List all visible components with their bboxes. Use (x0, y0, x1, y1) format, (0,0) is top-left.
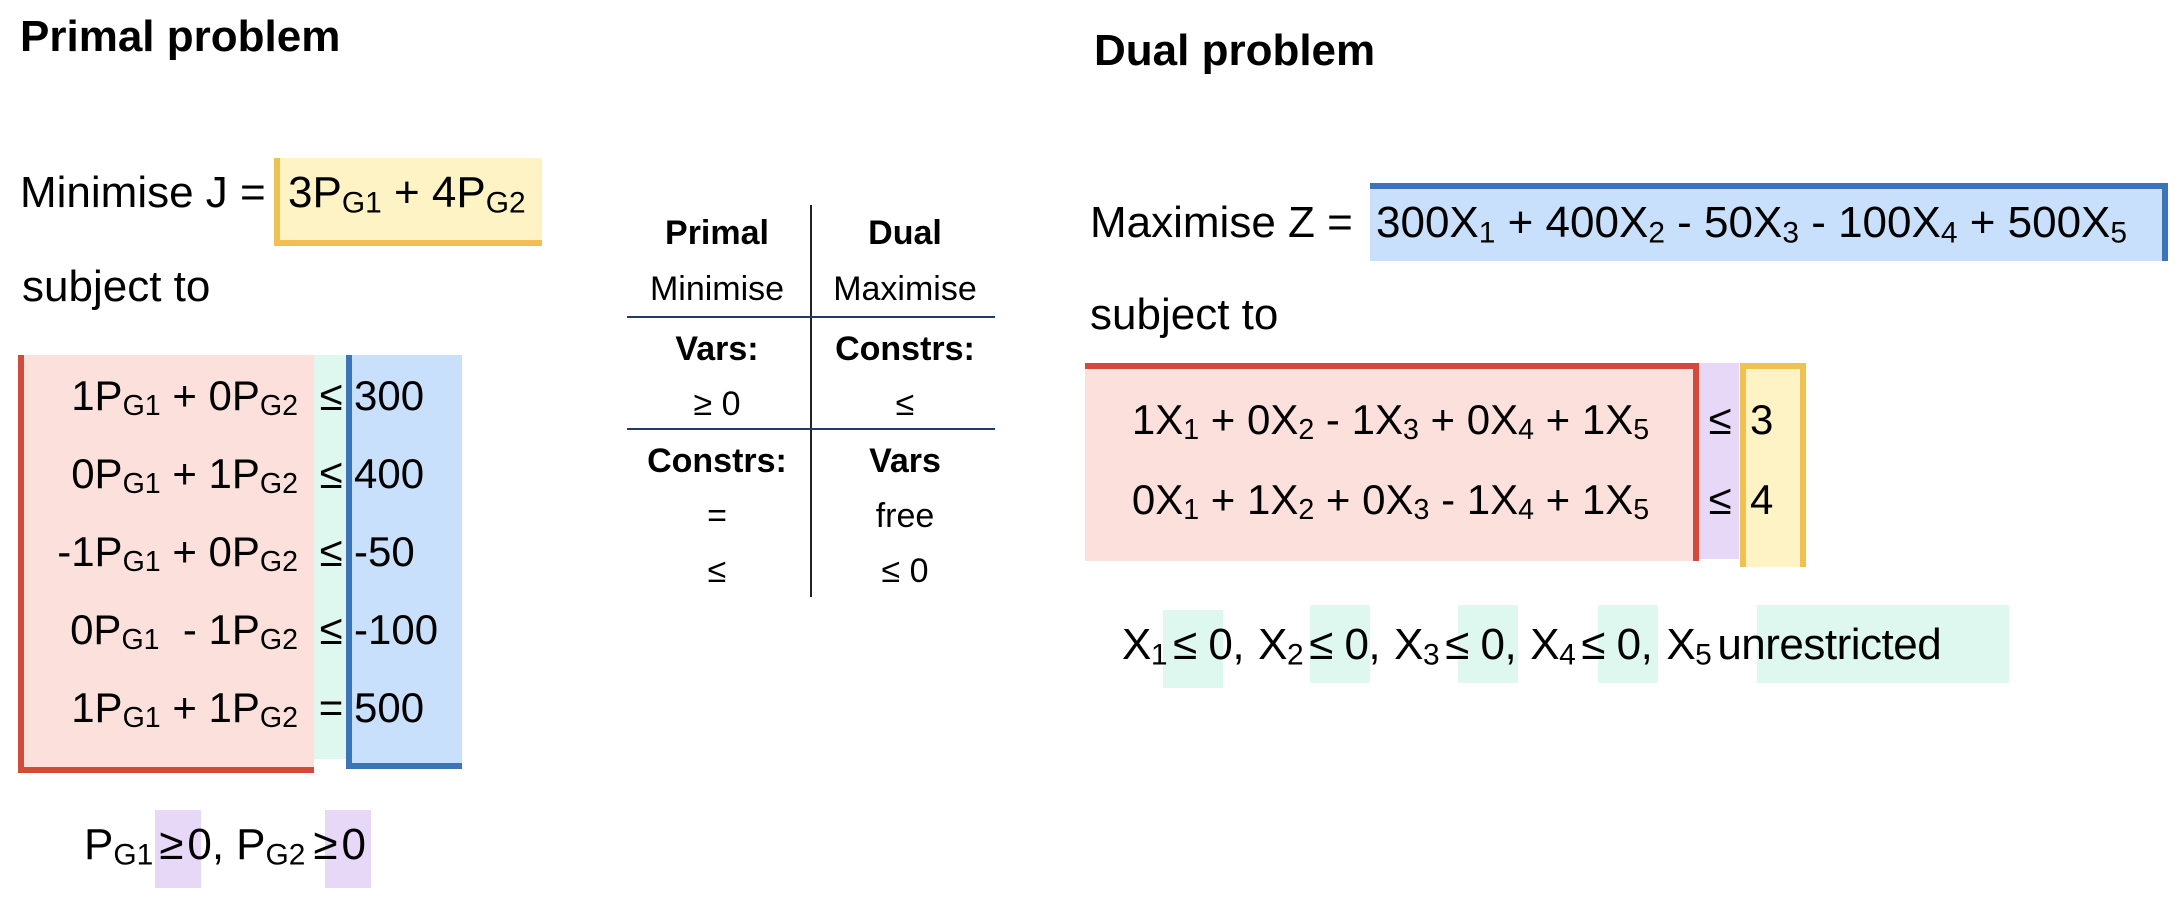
primal-constraint-lhs: $0P_{G1} + 1P_{G2}$ (71, 450, 298, 501)
dual-rhs-box (1740, 363, 1806, 567)
primal-sign-constraints: $P_{G1} \ge 0$, $P_{G2} \ge 0$ (84, 820, 367, 872)
table-sec2-row-left: ≤ (707, 552, 727, 590)
primal-constraint-operator: ≤ (319, 372, 343, 419)
table-sec2-row-left: = (707, 497, 727, 535)
dual-subject-to: subject to (1090, 290, 1279, 339)
dual-constraint-operator: ≤ (1708, 396, 1732, 443)
table-sub-primal: Minimise (649, 270, 785, 308)
primal-objective-prefix: Minimise J = (20, 168, 266, 217)
primal-objective-term2: + 4P (381, 168, 486, 217)
primal-constraint-rhs: -50 (354, 528, 415, 575)
primal-constraint-operator: = (318, 684, 344, 731)
primal-objective-term1: 3P (288, 168, 342, 217)
table-sec1-row-left: ≥ 0 (693, 385, 741, 423)
dual-objective: $300X_1 + 400X_2 - 50X_3 - 100X_4 + 500X_5$ (1376, 198, 2128, 250)
dual-sign-op: ≤ 0 (1581, 620, 1641, 669)
dual-sign-constraints: $X_1 \le 0$, $X_2 \le 0$, $X_3 \le 0$, $X_4 \le 0$, $X_5$ unrestricted (1122, 620, 1942, 672)
table-head-dual: Dual (868, 214, 942, 252)
dual-sign-var: X (1666, 620, 1696, 669)
table-divider-vertical (810, 205, 812, 597)
dual-constraint-operator: ≤ (1708, 476, 1732, 523)
dual-constraint-rhs: 4 (1750, 476, 1774, 523)
table-sec2-right: Vars (869, 442, 941, 480)
dual-sign-var: X (1258, 620, 1287, 669)
dual-sign-op: ≤ 0 (1445, 620, 1505, 669)
table-sec2-left: Constrs: (647, 442, 787, 480)
dual-objective-term: - 100X (1798, 198, 1941, 247)
dual-sign-var: X (1122, 620, 1151, 669)
dual-sign-var: X (1394, 620, 1424, 669)
primal-constraint-operator: ≤ (319, 528, 343, 575)
primal-title: Primal problem (20, 12, 341, 61)
dual-objective-term: + 500X (1957, 198, 2111, 247)
dual-constraint-lhs: $0X_1 + 1X_2 + 0X_3 - 1X_4 + 1X_5$ (1131, 476, 1650, 527)
primal-constraint-rhs: 400 (354, 450, 425, 497)
dual-coefficient-box (1085, 363, 1699, 561)
dual-constraint-rhs: 3 (1750, 396, 1774, 443)
dual-constraint-lhs: $1X_1 + 0X_2 - 1X_3 + 0X_4 + 1X_5$ (1131, 396, 1650, 447)
dual-objective-prefix: Maximise Z = (1090, 198, 1353, 247)
primal-constraint-lhs: $0P_{G1} - 1P_{G2}$ (70, 606, 298, 657)
primal-objective: $3P_{G1} + 4P_{G2}$ (288, 168, 526, 220)
primal-subject-to: subject to (22, 262, 211, 311)
table-sec2-row-right: ≤ 0 (881, 552, 929, 590)
primal-constraint-operator: ≤ (319, 450, 343, 497)
dual-sign-var: X (1530, 620, 1560, 669)
primal-constraint-rhs: 500 (354, 684, 425, 731)
primal-constraint-lhs: $-1P_{G1} + 0P_{G2}$ (57, 528, 298, 579)
dual-sign-op: ≤ 0 (1309, 620, 1369, 669)
table-sec1-right: Constrs: (835, 330, 975, 368)
dual-sign-op: unrestricted (1717, 620, 1942, 669)
table-sec1-row-right: ≤ (895, 385, 915, 423)
primal-constraint-rhs: 300 (354, 372, 425, 419)
primal-constraint-lhs: $1P_{G1} + 1P_{G2}$ (71, 684, 298, 735)
table-sec2-row-right: free (875, 497, 935, 535)
dual-sign-op: ≤ 0 (1173, 620, 1233, 669)
table-sec1-left: Vars: (675, 330, 759, 368)
primal-constraint-operator: ≤ (319, 606, 343, 653)
dual-objective-term: + 400X (1495, 198, 1649, 247)
dual-objective-term: - 50X (1664, 198, 1783, 247)
table-sub-dual: Maximise (833, 270, 977, 308)
dual-operator-box (1699, 363, 1739, 559)
table-head-primal: Primal (665, 214, 769, 252)
table-divider-2 (627, 428, 995, 430)
dual-title: Dual problem (1094, 26, 1376, 75)
dual-objective-term: 300X (1376, 198, 1479, 247)
primal-constraint-rhs: -100 (354, 606, 439, 653)
table-divider-1 (627, 316, 995, 318)
primal-constraint-lhs: $1P_{G1} + 0P_{G2}$ (71, 372, 298, 423)
